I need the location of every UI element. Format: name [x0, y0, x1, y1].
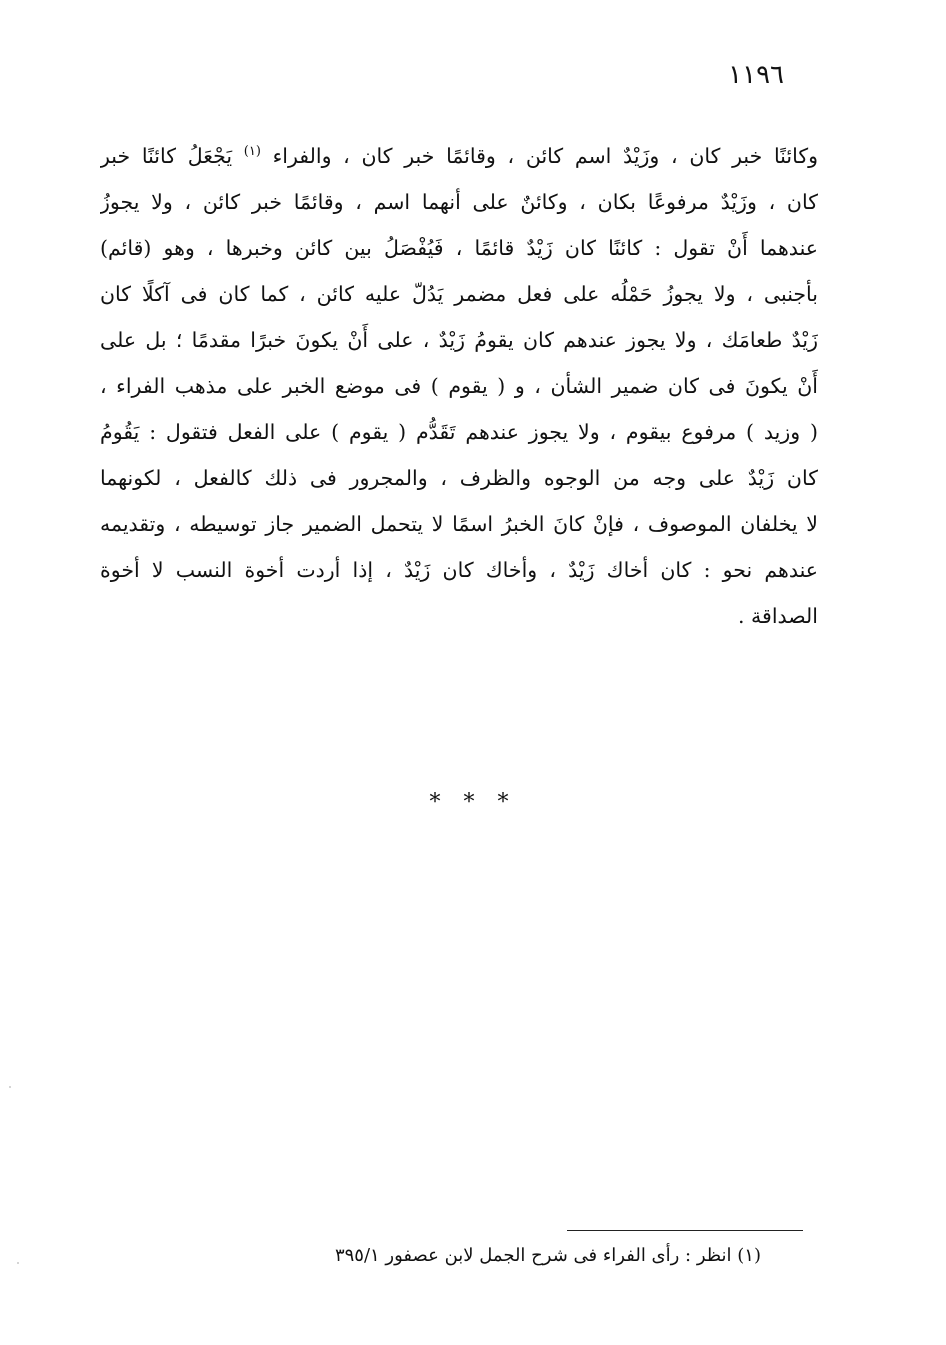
- body-line-1-text: وكائنًا خبر كان ، وزَيْدٌ اسم كائن ، وقائمًا خبر كان ، والفراء: [272, 144, 818, 168]
- body-line-2: كان ، وزَيْدٌ مرفوعًا بكان ، وكائنٌ على أنهما اسم ، وقائمًا خبر كائن ، ولا يجوزُ: [100, 190, 818, 214]
- footnote-divider: [567, 1230, 803, 1231]
- body-line-6: أَنْ يكونَ فى كان ضمير الشأن ، و ( يقوم ) فى موضع الخبر على مذهب الفراء ،: [100, 374, 818, 398]
- body-line-3: عندهما أَنْ تقول : كائنًا كان زَيْدٌ قائمًا ، فَيُفْصَلُ بين كائن وخبرها ، وهو (قائم): [100, 236, 818, 260]
- scan-speck: [17, 1262, 19, 1264]
- body-line-9: لا يخلفان الموصوف ، فإنْ كانَ الخبرُ اسمًا لا يتحمل الضمير جاز توسيطه ، وتقديمه: [100, 512, 818, 536]
- page-number: ١١٩٦: [728, 60, 784, 90]
- body-line-7: ( وزيد ) مرفوع بيقوم ، ولا يجوز عندهم تَقَدُّم ( يقوم ) على الفعل فتقول : يَقُومُ: [100, 420, 818, 444]
- body-line-4: بأجنبى ، ولا يجوزُ حَمْلُه على فعل مضمر يَدُلّ عليه كائن ، كما كان فى آكلًا كان: [100, 282, 818, 306]
- body-line-1: [100, 133, 818, 179]
- body-text: [100, 133, 818, 639]
- scan-speck: [9, 1086, 11, 1088]
- body-line-5: زَيْدٌ طعامَك ، ولا يجوز عندهم كان يقومُ زَيْدٌ ، على أَنْ يكونَ خبرًا مقدمًا ؛ بل على: [100, 328, 818, 352]
- footnote-reference: (١): [243, 144, 261, 160]
- body-line-10: عندهم نحو : كان أخاك زَيْدٌ ، وأخاك كان زَيْدٌ ، إذا أردت أخوة النسب لا أخوة: [100, 558, 818, 582]
- section-separator: * * *: [429, 790, 517, 815]
- footnote: (١) انظر : رأى الفراء فى شرح الجمل لابن عصفور ٣٩٥/١: [334, 1245, 761, 1266]
- body-line-1-tail: يَجْعَلُ كائنًا خبر: [100, 144, 233, 168]
- body-line-8: كان زَيْدٌ على وجه من الوجوه والظرف ، والمجرور فى ذلك كالفعل ، لكونهما: [100, 466, 818, 490]
- body-line-11: الصداقة .: [738, 604, 818, 628]
